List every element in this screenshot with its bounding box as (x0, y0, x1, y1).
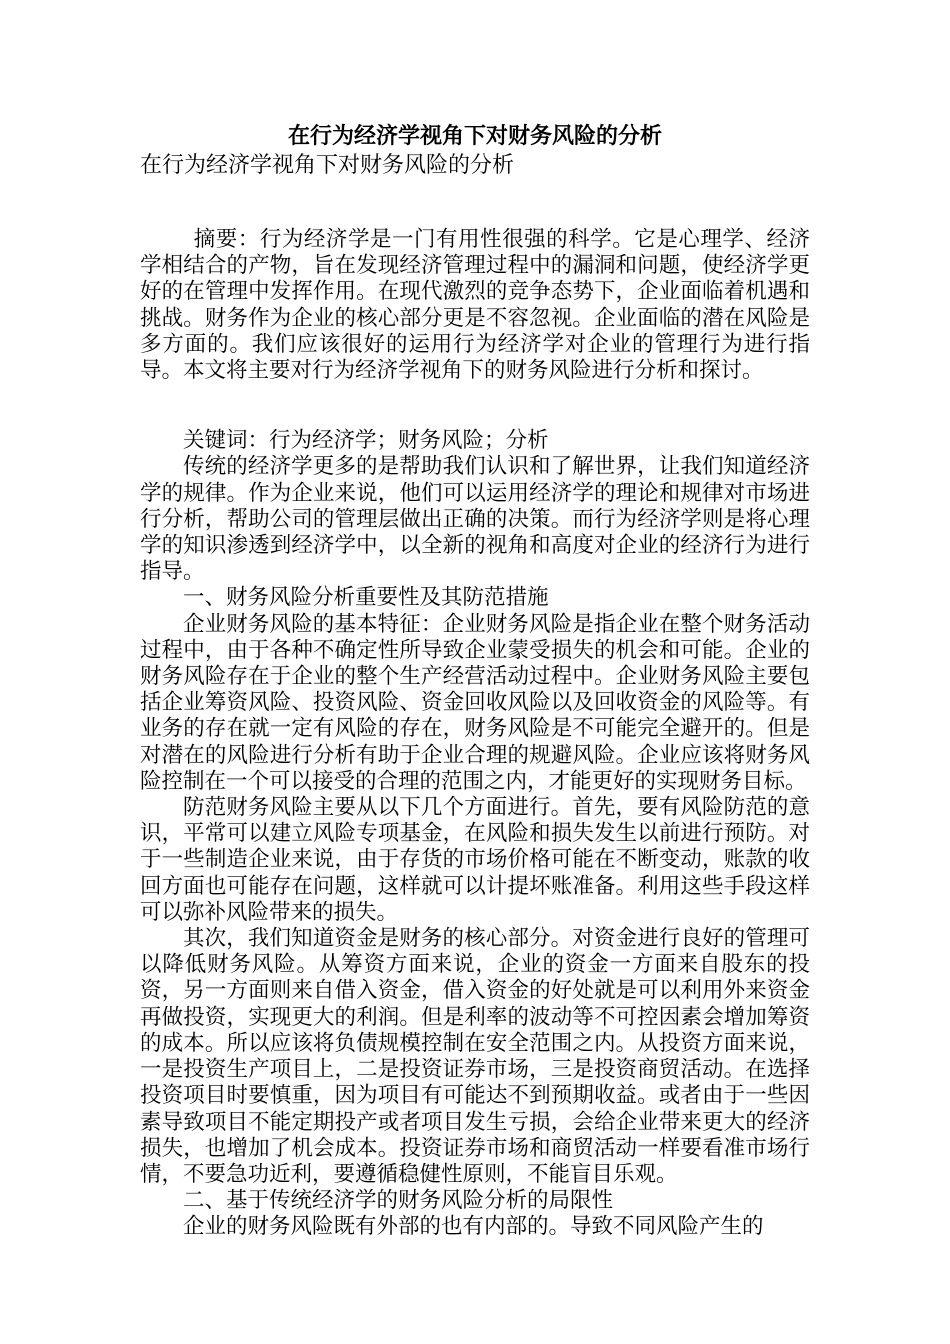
blank-line (140, 181, 810, 227)
blank-line (140, 384, 810, 406)
abstract-paragraph: 摘要：行为经济学是一门有用性很强的科学。它是心理学、经济学相结合的产物，旨在发现经济管理过程中的漏洞和问题，使经济学更好的在管理中发挥作用。在现代激烈的竞争态势下，企业面临着机遇和挑战。财务作为企业的核心部分更是不容忽视。企业面临的潜在风险是多方面的。我们应该很好的运用行为经济学对企业的管理行为进行指导。本文将主要对行为经济学视角下的财务风险进行分析和探讨。 (140, 227, 810, 384)
document-page (140, 121, 810, 1241)
body-paragraph: 防范财务风险主要从以下几个方面进行。首先，要有风险防范的意识，平常可以建立风险专项基金，在风险和损失发生以前进行预防。对于一些制造企业来说，由于存货的市场价格可能在不断变动，账款的收回方面也可能存在问题，这样就可以计提坏账准备。利用这些手段这样可以弥补风险带来的损失。 (140, 795, 810, 925)
body-paragraph: 企业的财务风险既有外部的也有内部的。导致不同风险产生的 (183, 1214, 764, 1240)
section-heading: 二、基于传统经济学的财务风险分析的局限性 (183, 1188, 614, 1214)
keywords-line: 关键词：行为经济学；财务风险；分析 (183, 428, 549, 454)
body-paragraph: 传统的经济学更多的是帮助我们认识和了解世界，让我们知道经济学的规律。作为企业来说，他们可以运用经济学的理论和规律对市场进行分析，帮助公司的管理层做出正确的决策。而行为经济学则是将心理学的知识渗透到经济学中，以全新的视角和高度对企业的经济行为进行指导。 (140, 454, 810, 585)
section-heading: 一、财务风险分析重要性及其防范措施 (183, 585, 549, 611)
document-subtitle: 在行为经济学视角下对财务风险的分析 (140, 153, 515, 178)
body-paragraph: 其次，我们知道资金是财务的核心部分。对资金进行良好的管理可以降低财务风险。从筹资方面来说，企业的资金一方面来自股东的投资，另一方面则来自借入资金，借入资金的好处就是可以利用外来资金再做投资，实现更大的利润。但是利率的波动等不可控因素会增加筹资的成本。所以应该将负债规模控制在安全范围之内。从投资方面来说，一是投资生产项目上，二是投资证券市场，三是投资商贸活动。在选择投资项目时要慎重，因为项目有可能达不到预期收益。或者由于一些因素导致项目不能定期投产或者项目发生亏损，会给企业带来更大的经济损失，也增加了机会成本。投资证券市场和商贸活动一样要看准市场行情，不要急功近利，要遵循稳健性原则，不能盲目乐观。 (140, 926, 810, 1187)
document-title: 在行为经济学视角下对财务风险的分析 (287, 123, 662, 149)
body-paragraph: 企业财务风险的基本特征：企业财务风险是指企业在整个财务活动过程中，由于各种不确定性所导致企业蒙受损失的机会和可能。企业的财务风险存在于企业的整个生产经营活动过程中。企业财务风险主要包括企业筹资风险、投资风险、资金回收风险以及回收资金的风险等。有业务的存在就一定有风险的存在，财务风险是不可能完全避开的。但是对潜在的风险进行分析有助于企业合理的规避风险。企业应该将财务风险控制在一个可以接受的合理的范围之内，才能更好的实现财务目标。 (140, 611, 810, 794)
blank-line (140, 406, 810, 428)
